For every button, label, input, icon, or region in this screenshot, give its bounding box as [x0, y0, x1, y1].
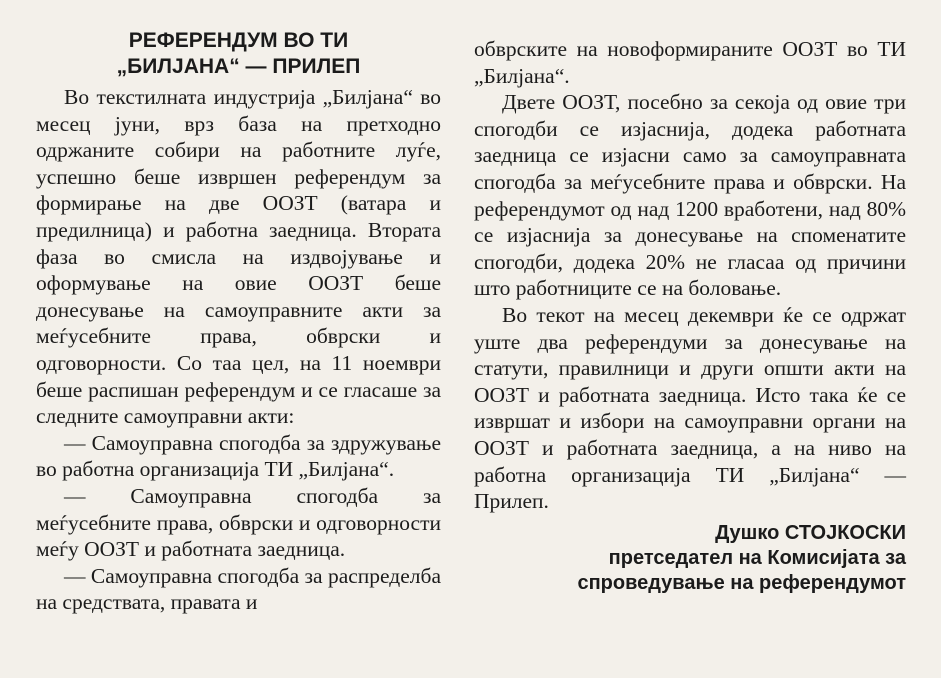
- paragraph-continuation: обврските на новоформираните ООЗТ во ТИ „Билјана“.: [474, 37, 906, 88]
- signature-role-line-1: претседател на Комисијата за: [608, 546, 906, 569]
- article-title: [36, 28, 441, 80]
- signature-name: Душко СТОЈКОСКИ: [715, 521, 906, 544]
- left-column: [36, 28, 441, 616]
- paragraph-agreement-1: — Самоуправна спогодба за здружување во работна организација ТИ „Билјана“.: [36, 430, 441, 482]
- signature-role-line-2: спроведување на референдумот: [577, 571, 906, 594]
- paragraph-december: Во текот на месец декември ќе се одржат уште два референдуми за донесување на статути, правилници и други општи акти на ООЗТ и работната заедница. Исто така ќе се извршат и избори на самоуправни органи на ООЗТ и работната заедница, а на ниво на работна организација ТИ „Билјана“ — Прилеп.: [474, 302, 906, 514]
- paragraph-intro: Во текстилната индустрија „Билјана“ во месец јуни, врз база на претходно одржаните собири на работните луѓе, успешно беше извршен референдум за формирање на две ООЗТ (ватара и предилница) и работна заедница. Втората фаза во смисла на издвојување и оформување на овие ООЗТ беше донесување на самоуправните акти за меѓусебните права, обврски и одговорности. Со таа цел, на 11 ноември беше распишан референдум и се гласаше за следните самоуправни акти:: [36, 85, 441, 429]
- paragraph-results: Двете ООЗТ, посебно за секоја од овие три спогодби се изјаснија, додека работната заедница се изјасни само за самоуправната спогодба за меѓусебните права и обврски. На референдумот од над 1200 вработени, над 80% се изјаснија за донесување на споменатите спогодби, додека 20% не гласаа од причини што работниците се на боловање.: [474, 90, 906, 301]
- right-column: [474, 36, 906, 596]
- title-line-2: „БИЛЈАНА“ — ПРИЛЕП: [116, 55, 361, 78]
- paragraph-agreement-2: — Самоуправна спогодба за меѓусебните права, обврски и одговорности меѓу ООЗТ и работната заедница.: [36, 483, 441, 562]
- title-line-1: РЕФЕРЕНДУМ ВО ТИ: [128, 29, 349, 52]
- paragraph-agreement-3: — Самоуправна спогодба за распределба на средствата, правата и: [36, 563, 441, 615]
